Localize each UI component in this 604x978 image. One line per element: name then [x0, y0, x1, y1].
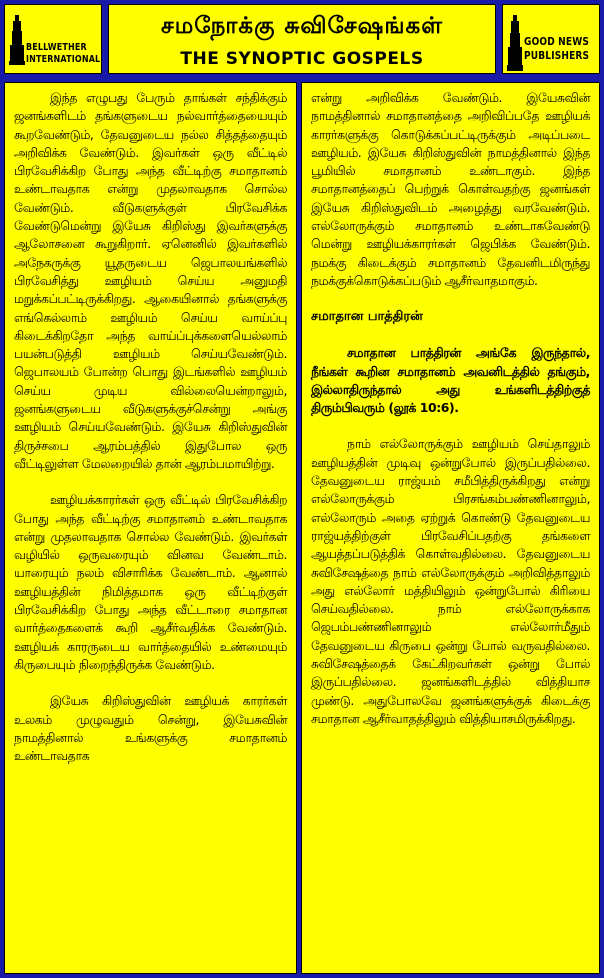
page-title-english: THE SYNOPTIC GOSPELS: [180, 49, 424, 69]
right-paragraph-1: என்று அறிவிக்க வேண்டும். இயேசுவின் நாமத்தினால் சமாதானத்தை அறிவிப்பதே ஊழியக் காரர்களுக்கு கொடுக்கப்பட்டிருக்கும் அடிப்படை ஊழியம். இயேசு கிறிஸ்துவின் நாமத்தினால் இந்த பூமியில் சமாதானம் உண்டாகும். இந்த சமாதானத்தைப் பெற்றுக் கொள்வதற்கு ஜனங்கள் இயேசு கிறிஸ்துவிடம் அழைத்து வரவேண்டும். எல்லோருக்கும் சமாதானம் உண்டாகவேண்டு மென்று ஊழியக்காரர்கள் ஜெபிக்க வேண்டும். நமக்கு கிடைக்கும் சமாதானம் தேவனிடமிருந்து நமக்குக்கொடுக்கப்படும் ஆசீர்வாதமாகும்.: [311, 90, 590, 288]
left-paragraph-3: இயேசு கிறிஸ்துவின் ஊழியக் காரர்கள் உலகம் முழுவதும் சென்று, இயேசுவின் நாமத்தினால் உங்களுக்கு சமாதானம் உண்டாவதாக: [14, 693, 287, 764]
scripture-quote: சமாதான பாத்திரன் அங்கே இருந்தால், நீங்கள் கூறின சமாதானம் அவனிடத்தில் தங்கும், இல்லாதிருந்தால் அது உங்களிடத்திற்குத் திரும்பிவரும் (லூக் 10:6).: [311, 345, 590, 416]
paragraph-gap: [311, 417, 590, 435]
page-header: [0, 0, 604, 78]
paragraph-gap: [311, 290, 590, 308]
paragraph-gap: [311, 326, 590, 344]
good-news-publishers-logo: [502, 4, 600, 74]
bellwether-logo: [4, 4, 102, 74]
good-news-logo-text: GOOD NEWS PUBLISHERS: [524, 35, 590, 62]
paragraph-gap: [14, 473, 287, 491]
title-panel: [108, 4, 496, 74]
page-title-tamil: சமநோக்கு சுவிசேஷங்கள்: [161, 13, 443, 39]
section-heading: சமாதான பாத்திரன்: [311, 309, 423, 325]
right-paragraph-2: நாம் எல்லோருக்கும் ஊழியம் செய்தாலும் ஊழியத்தின் முடிவு ஒன்றுபோல் இருப்பதில்லை. தேவனுடைய ராஜ்யம் சமீபித்திருக்கிறது என்று எல்லோருக்கும் பிரசங்கம்பண்ணினாலும், எல்லோரும் அதை ஏற்றுக் கொண்டு தேவனுடைய ராஜ்யத்திற்குள் பிரவேசிப்பதற்கு தங்களை ஆயத்தப்படுத்திக் கொள்வதில்லை. தேவனுடைய சுவிசேஷத்தை நாம் எல்லோருக்கும் அறிவித்தாலும் அது எல்லோர் மத்தியிலும் ஒன்றுபோல் கிரியை செய்வதில்லை. நாம் எல்லோருக்காக ஜெபம்பண்ணினாலும் எல்லோர்மீதும் தேவனுடைய கிருபை ஒன்று போல் வருவதில்லை. சுவிசேஷத்தைக் கேட்கிறவர்கள் ஒன்று போல் இருப்பதில்லை. ஜனங்களிடத்தில் வித்தியாச முண்டு. அதுபோலவே ஜனங்களுக்குக் கிடைக்கு சமாதான ஆசீர்வாதத்திலும் வித்தியாசமிருக்கிறது.: [311, 436, 590, 726]
right-column: [301, 82, 600, 974]
bell-tower-icon: [507, 15, 523, 71]
bellwether-logo-text: BELLWETHER INTERNATIONAL: [26, 42, 101, 65]
left-paragraph-2: ஊழியக்காரர்கள் ஒரு வீட்டில் பிரவேசிக்கிற போது அந்த வீட்டிற்கு சமாதானம் உண்டாவதாக என்று முதலாவதாக சொல்ல வேண்டும். இவர்கள் வழியில் ஒருவரையும் வினவ வேண்டாம். யாரையும் நலம் விசாரிக்க வேண்டாம். ஆனால் ஊழியத்தின் நிமித்தமாக ஒரு வீட்டிற்குள் பிரவேசிக்கிற போது அந்த வீட்டாரை சமாதான வார்த்தைகளைக் கூறி ஆசீர்வதிக்க வேண்டும். ஊழியக் காரருடைய வார்த்தையில் உண்மையும் கிருபையும் நிறைந்திருக்க வேண்டும்.: [14, 492, 287, 672]
paragraph-gap: [14, 674, 287, 692]
left-column: [4, 82, 297, 974]
left-paragraph-1: இந்த எழுபது பேரும் தாங்கள் சந்திக்கும் ஜனங்களிடம் தங்களுடைய நல்வார்த்தையையும் கூறவேண்டும், தேவனுடைய நல்ல சித்தத்தையும் அறிவிக்க வேண்டும். இவர்கள் ஒரு வீட்டில் பிரவேசிக்கிற போது அந்த வீட்டிற்கு சமாதானம் உண்டாவதாக என்று முதலாவதாக சொல்ல வேண்டும். வீடுகளுக்குள் பிரவேசிக்க வேண்டுமென்று இயேசு கிறிஸ்து இவர்களுக்கு ஆலோசனை கூறுகிறார். ஏனெனில் இவர்களில் அநேகருக்கு யூதருடைய ஜெபாலயங்களில் பிரவேசித்து ஊழியம் செய்ய அனுமதி மறுக்கப்பட்டிருக்கிறது. ஆகையினால் தங்களுக்கு எங்கெல்லாம் ஊழியம் செய்ய வாய்ப்பு கிடைக்கிறதோ அந்த வாய்ப்புக்களையெல்லாம் பயன்படுத்தி ஊழியம் செய்யவேண்டும். ஜெபாலயம் போன்ற பொது இடங்களில் ஊழியம் செய்ய முடிய வில்லையென்றாலும், ஜனங்களுடைய வீடுகளுக்குச்சென்று அங்கு ஊழியம் செய்யவேண்டும். இயேசு கிறிஸ்துவின் திருச்சபை ஆரம்பத்தில் இதுபோல ஒரு வீட்டிலுள்ள மேலறையில் தான் ஆரம்பமாயிற்று.: [14, 90, 287, 471]
bell-tower-icon: [9, 15, 25, 65]
